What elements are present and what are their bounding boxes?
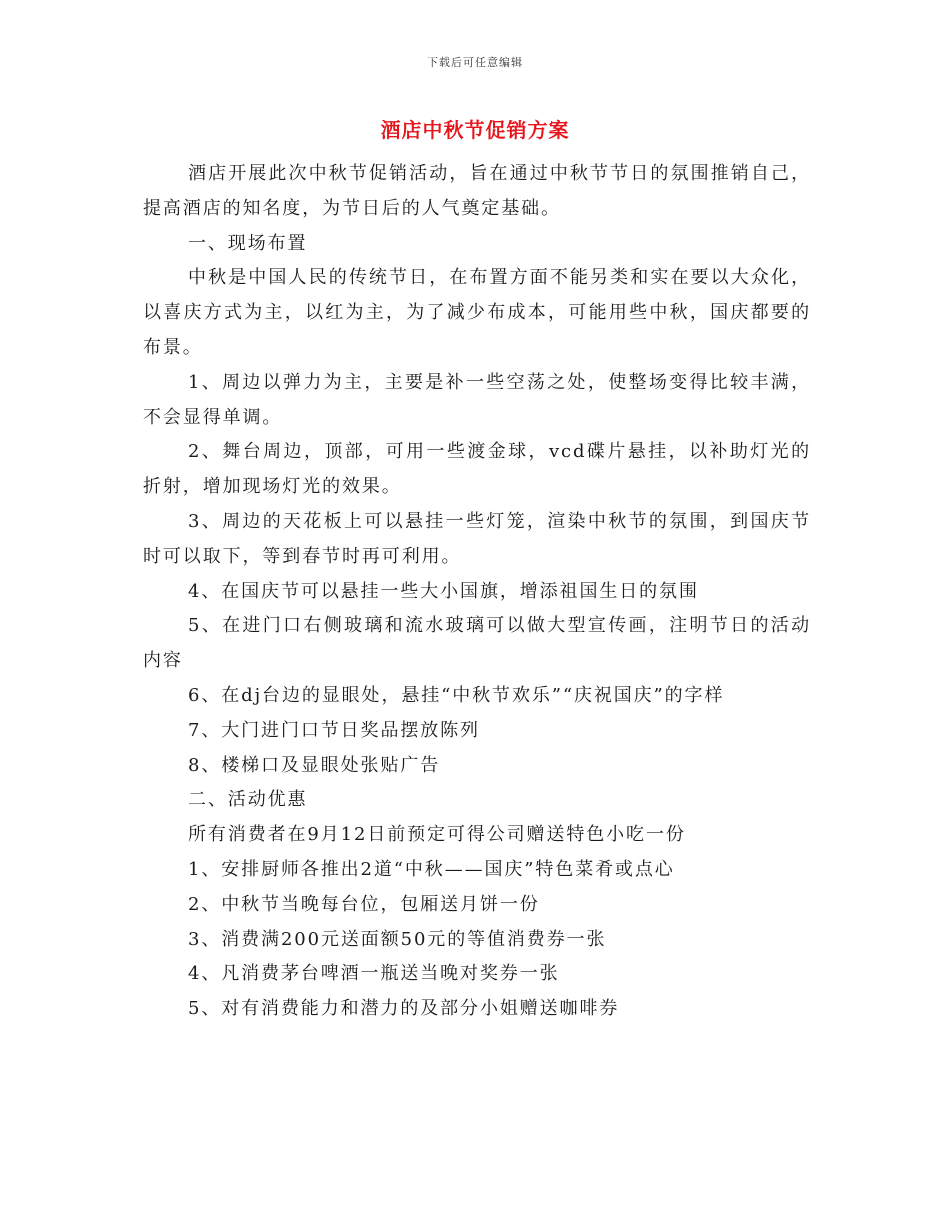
- section-heading-promotions: 二、活动优惠: [188, 789, 308, 811]
- layout-item-3: 3、周边的天花板上可以悬挂一些灯笼，渲染中秋节的氛围，到国庆节时可以取下，等到春节时再可利用。: [143, 510, 811, 567]
- layout-item-6: 6、在dj台边的显眼处，悬挂“中秋节欢乐”“庆祝国庆”的字样: [188, 684, 725, 706]
- promotion-item-1: 1、安排厨师各推出2道“中秋——国庆”特色菜肴或点心: [188, 858, 675, 880]
- venue-layout-paragraph: 中秋是中国人民的传统节日，在布置方面不能另类和实在要以大众化，以喜庆方式为主，以红为主，为了减少布成本，可能用些中秋，国庆都要的布景。: [143, 267, 811, 358]
- promotion-item-4: 4、凡消费茅台啤酒一瓶送当晚对奖券一张: [188, 963, 560, 985]
- layout-item-1: 1、周边以弹力为主，主要是补一些空荡之处，使整场变得比较丰满，不会显得单调。: [143, 371, 811, 428]
- promotion-item-2: 2、中秋节当晚每台位，包厢送月饼一份: [188, 893, 540, 915]
- intro-paragraph: 酒店开展此次中秋节促销活动，旨在通过中秋节节日的氛围推销自己，提高酒店的知名度，为节日后的人气奠定基础。: [143, 163, 811, 219]
- promotions-intro: 所有消费者在9月12日前预定可得公司赠送特色小吃一份: [188, 824, 686, 846]
- layout-item-8: 8、楼梯口及显眼处张贴广告: [188, 754, 441, 776]
- header-note: 下载后可任意编辑: [427, 56, 523, 69]
- layout-item-5: 5、在进门口右侧玻璃和流水玻璃可以做大型宣传画，注明节日的活动内容: [143, 615, 811, 672]
- section-heading-venue-layout: 一、现场布置: [188, 232, 308, 254]
- document-title: 酒店中秋节促销方案: [380, 118, 570, 142]
- layout-item-2: 2、舞台周边，顶部，可用一些渡金球，vcd碟片悬挂，以补助灯光的折射，增加现场灯光的效果。: [143, 441, 811, 498]
- layout-item-7: 7、大门进门口节日奖品摆放陈列: [188, 719, 480, 741]
- promotion-item-5: 5、对有消费能力和潜力的及部分小姐赠送咖啡券: [188, 998, 620, 1020]
- layout-item-4: 4、在国庆节可以悬挂一些大小国旗，增添祖国生日的氛围: [188, 580, 699, 602]
- document-body: [143, 157, 811, 1027]
- promotion-item-3: 3、消费满200元送面额50元的等值消费券一张: [188, 928, 607, 950]
